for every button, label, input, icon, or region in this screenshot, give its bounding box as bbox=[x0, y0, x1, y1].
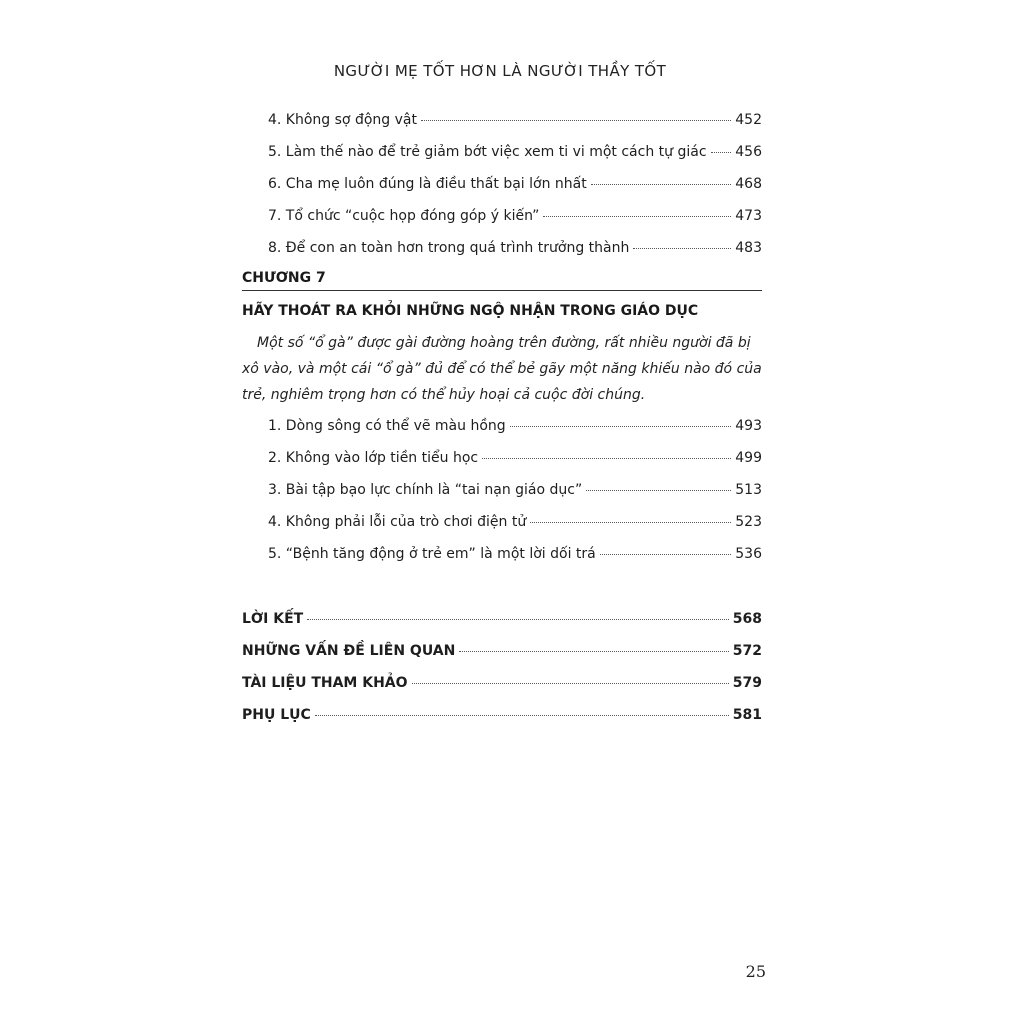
chapter-label: CHƯƠNG 7 bbox=[242, 269, 762, 291]
toc-entry-back-matter bbox=[242, 642, 762, 660]
toc-entry-label: PHỤ LỤC bbox=[242, 707, 311, 723]
toc-entry bbox=[268, 417, 762, 435]
toc-entry bbox=[268, 239, 762, 257]
toc-entry bbox=[268, 143, 762, 161]
dot-leader bbox=[307, 619, 729, 620]
toc-entry-back-matter bbox=[242, 706, 762, 724]
dot-leader bbox=[530, 522, 731, 523]
toc-entry-label: 6. Cha mẹ luôn đúng là điều thất bại lớn nhất bbox=[268, 176, 587, 192]
toc-entry-label: 8. Để con an toàn hơn trong quá trình trưởng thành bbox=[268, 240, 630, 256]
dot-leader bbox=[633, 248, 731, 249]
dot-leader bbox=[459, 651, 728, 652]
toc-entry-label: TÀI LIỆU THAM KHẢO bbox=[242, 675, 408, 691]
toc-entry-page: 456 bbox=[735, 144, 762, 160]
chapter-intro: Một số “ổ gà” được gài đường hoàng trên đường, rất nhiều người đã bị xô vào, và một cái “ổ gà” đủ để có thể bẻ gãy một năng khiếu nào đó của trẻ, nghiêm trọng hơn có thể hủy hoại cả cuộc đời chúng. bbox=[242, 335, 762, 403]
running-title: NGƯỜI MẸ TỐT HƠN LÀ NGƯỜI THẦY TỐT bbox=[333, 62, 667, 80]
toc-entry bbox=[268, 449, 762, 467]
toc-entry-page: 483 bbox=[735, 240, 762, 256]
dot-leader bbox=[711, 152, 732, 153]
page-number: 25 bbox=[745, 962, 766, 981]
dot-leader bbox=[315, 715, 729, 716]
dot-leader bbox=[543, 216, 731, 217]
toc-entry bbox=[268, 207, 762, 225]
toc-entry-back-matter bbox=[242, 610, 762, 628]
toc-entry-page: 499 bbox=[735, 450, 762, 466]
dot-leader bbox=[412, 683, 729, 684]
dot-leader bbox=[600, 554, 732, 555]
toc-entry-page: 468 bbox=[735, 176, 762, 192]
toc-entry bbox=[268, 513, 762, 531]
toc-entry-label: 3. Bài tập bạo lực chính là “tai nạn giáo dục” bbox=[268, 482, 583, 498]
toc-entry bbox=[268, 111, 762, 129]
toc-entry-label: 4. Không phải lỗi của trò chơi điện tử bbox=[268, 514, 527, 530]
toc-entry-label: 7. Tổ chức “cuộc họp đóng góp ý kiến” bbox=[268, 208, 540, 224]
toc-entry-label: 2. Không vào lớp tiền tiểu học bbox=[268, 450, 479, 466]
dot-leader bbox=[482, 458, 731, 459]
toc-entry-page: 579 bbox=[732, 675, 762, 691]
dot-leader bbox=[591, 184, 732, 185]
toc-entry-label: 1. Dòng sông có thể vẽ màu hồng bbox=[268, 418, 506, 434]
toc-entry-page: 568 bbox=[732, 611, 762, 627]
toc-entry-page: 513 bbox=[735, 482, 762, 498]
dot-leader bbox=[510, 426, 732, 427]
dot-leader bbox=[586, 490, 731, 491]
toc-entry-page: 572 bbox=[732, 643, 762, 659]
toc-entry bbox=[268, 175, 762, 193]
toc-entry-page: 536 bbox=[735, 546, 762, 562]
toc-entry-page: 581 bbox=[732, 707, 762, 723]
toc-entry-label: LỜI KẾT bbox=[242, 611, 304, 627]
toc-entry-page: 473 bbox=[735, 208, 762, 224]
toc-entry-label: 5. Làm thế nào để trẻ giảm bớt việc xem ti vi một cách tự giác bbox=[268, 144, 707, 160]
dot-leader bbox=[421, 120, 731, 121]
toc-entry-page: 493 bbox=[735, 418, 762, 434]
toc-entry-label: 4. Không sợ động vật bbox=[268, 112, 417, 128]
toc-entry-back-matter bbox=[242, 674, 762, 692]
toc-entry bbox=[268, 545, 762, 563]
toc-entry-label: NHỮNG VẤN ĐỀ LIÊN QUAN bbox=[242, 643, 456, 659]
chapter-title: HÃY THOÁT RA KHỎI NHỮNG NGỘ NHẬN TRONG GIÁO DỤC bbox=[242, 303, 699, 319]
toc-entry-page: 523 bbox=[735, 514, 762, 530]
toc-entry-page: 452 bbox=[735, 112, 762, 128]
toc-entry-label: 5. “Bệnh tăng động ở trẻ em” là một lời dối trá bbox=[268, 546, 596, 562]
toc-entry bbox=[268, 481, 762, 499]
